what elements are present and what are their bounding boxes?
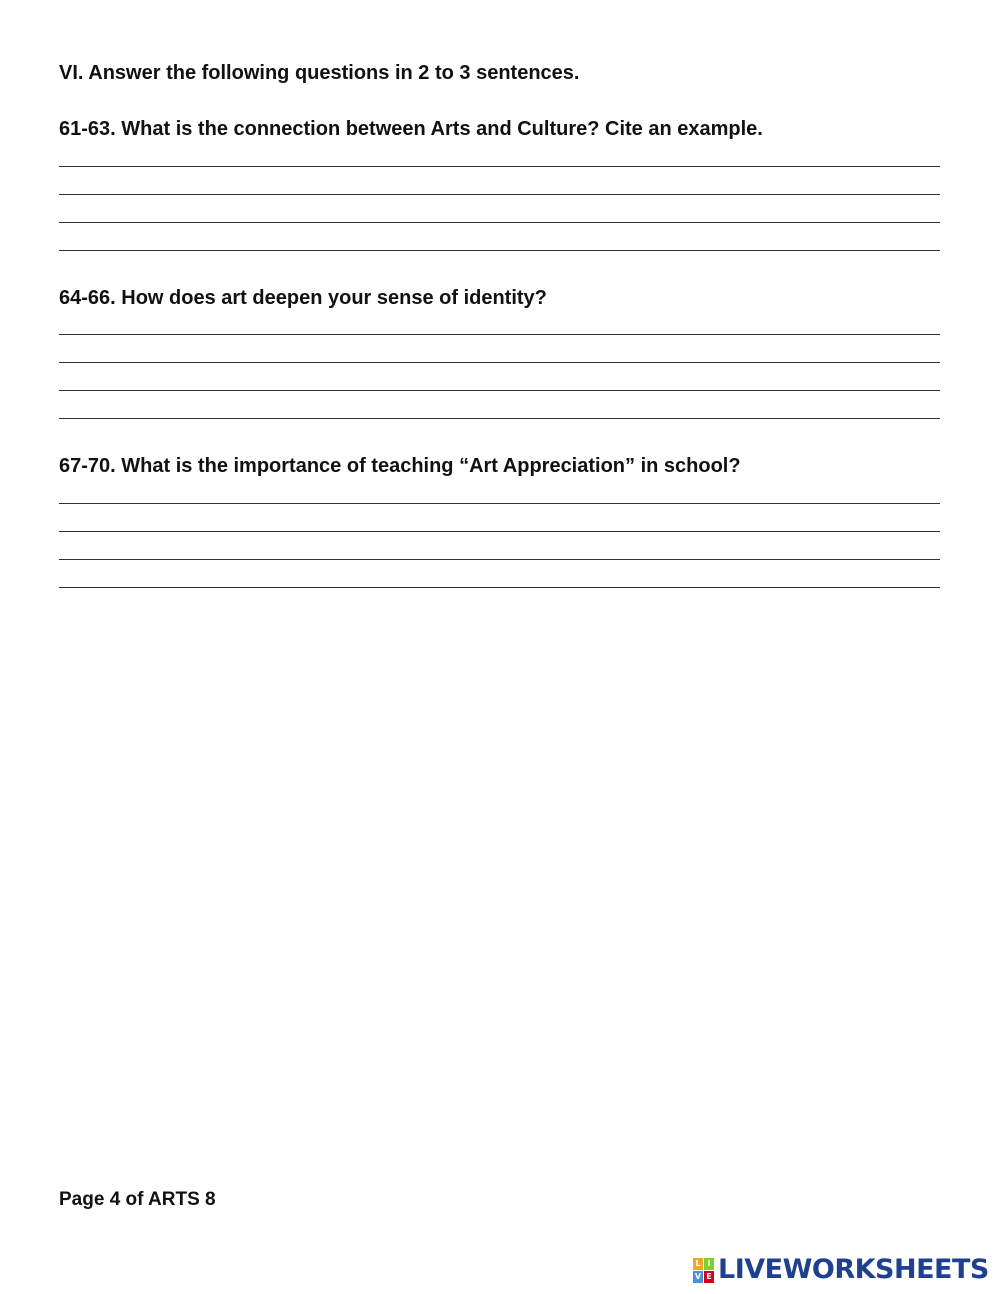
answer-line[interactable] [59, 390, 940, 391]
answer-line[interactable] [59, 250, 940, 251]
logo-text: LIVEWORKSHEETS [718, 1254, 989, 1285]
liveworksheets-logo [693, 1255, 989, 1285]
liveworksheets-icon: L I V E [693, 1258, 714, 1283]
question-2-label: 64-66. How does art deepen your sense of identity? [59, 287, 547, 309]
answer-line[interactable] [59, 531, 940, 532]
section-instruction: VI. Answer the following questions in 2 to 3 sentences. [59, 62, 580, 84]
answer-line[interactable] [59, 559, 940, 560]
answer-line[interactable] [59, 587, 940, 588]
question-3-label: 67-70. What is the importance of teaching “Art Appreciation” in school? [59, 455, 741, 477]
question-1-label: 61-63. What is the connection between Arts and Culture? Cite an example. [59, 118, 763, 140]
answer-line[interactable] [59, 194, 940, 195]
page-footer: Page 4 of ARTS 8 [59, 1189, 216, 1210]
answer-line[interactable] [59, 334, 940, 335]
answer-line[interactable] [59, 362, 940, 363]
answer-line[interactable] [59, 166, 940, 167]
answer-line[interactable] [59, 222, 940, 223]
answer-line[interactable] [59, 418, 940, 419]
answer-line[interactable] [59, 503, 940, 504]
